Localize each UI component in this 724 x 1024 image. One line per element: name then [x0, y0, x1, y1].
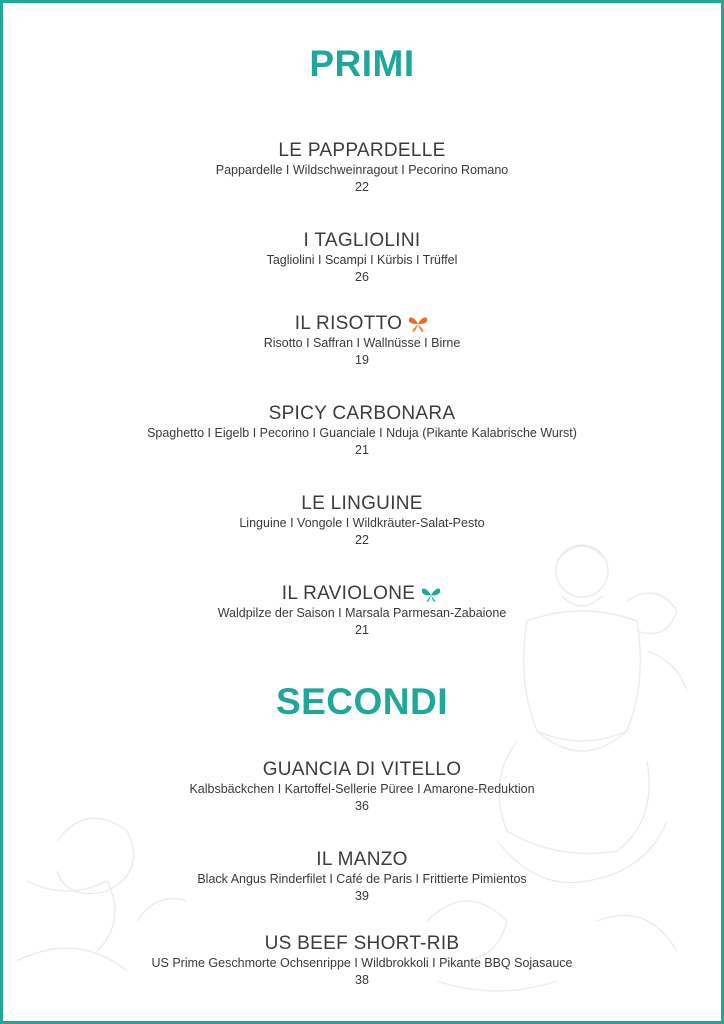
dish-name: GUANCIA DI VITELLO	[262, 759, 462, 780]
dish-description: Pappardelle I Wildschweinragout I Pecorino Romano	[215, 163, 509, 177]
dish-spicy-carbonara	[3, 403, 721, 459]
teal-leaf-icon	[420, 585, 442, 603]
dish-price: 22	[355, 533, 369, 547]
dish-description: US Prime Geschmorte Ochsenrippe I Wildbrokkoli I Pikante BBQ Sojasauce	[151, 956, 573, 970]
dish-price: 38	[355, 973, 369, 987]
dish-raviolone	[3, 583, 721, 639]
dish-price: 26	[355, 270, 369, 284]
dish-price: 22	[355, 180, 369, 194]
dish-price: 19	[355, 353, 369, 367]
dish-risotto	[3, 313, 721, 369]
dish-tagliolini	[3, 230, 721, 286]
dish-name: I TAGLIOLINI	[303, 230, 421, 251]
dish-guancia-di-vitello	[3, 759, 721, 815]
dish-price: 39	[355, 889, 369, 903]
dish-description: Risotto I Saffran I Wallnüsse I Birne	[263, 336, 461, 350]
dish-description: Black Angus Rinderfilet I Café de Paris I Frittierte Pimientos	[197, 872, 527, 886]
dish-name: IL MANZO	[316, 849, 408, 870]
dish-description: Spaghetto I Eigelb I Pecorino I Guanciale I Nduja (Pikante Kalabrische Wurst)	[147, 426, 577, 440]
dish-name: IL RISOTTO	[294, 313, 403, 334]
dish-linguine	[3, 493, 721, 549]
dish-il-manzo	[3, 849, 721, 905]
dish-name: LE LINGUINE	[301, 493, 423, 514]
dish-price: 21	[355, 623, 369, 637]
section-title-secondi: SECONDI	[275, 681, 449, 722]
dish-description: Kalbsbäckchen I Kartoffel-Sellerie Püree I Amarone-Reduktion	[189, 782, 535, 796]
dish-name: IL RAVIOLONE	[281, 583, 416, 604]
dish-description: Linguine I Vongole I Wildkräuter-Salat-Pesto	[239, 516, 485, 530]
orange-butterfly-icon	[407, 315, 429, 333]
dish-us-beef-short-rib	[3, 933, 721, 989]
dish-pappardelle	[3, 140, 721, 196]
dish-name-row	[282, 583, 442, 605]
dish-description: Tagliolini I Scampi I Kürbis I Trüffel	[266, 253, 458, 267]
dish-price: 21	[355, 443, 369, 457]
dish-price: 36	[355, 799, 369, 813]
dish-name: LE PAPPARDELLE	[278, 140, 446, 161]
dish-name: SPICY CARBONARA	[268, 403, 456, 424]
dish-name-row	[295, 313, 430, 335]
dish-description: Waldpilze der Saison I Marsala Parmesan-Zabaione	[217, 606, 507, 620]
dish-name: US BEEF SHORT-RIB	[264, 933, 460, 954]
section-title-primi: PRIMI	[309, 43, 415, 84]
